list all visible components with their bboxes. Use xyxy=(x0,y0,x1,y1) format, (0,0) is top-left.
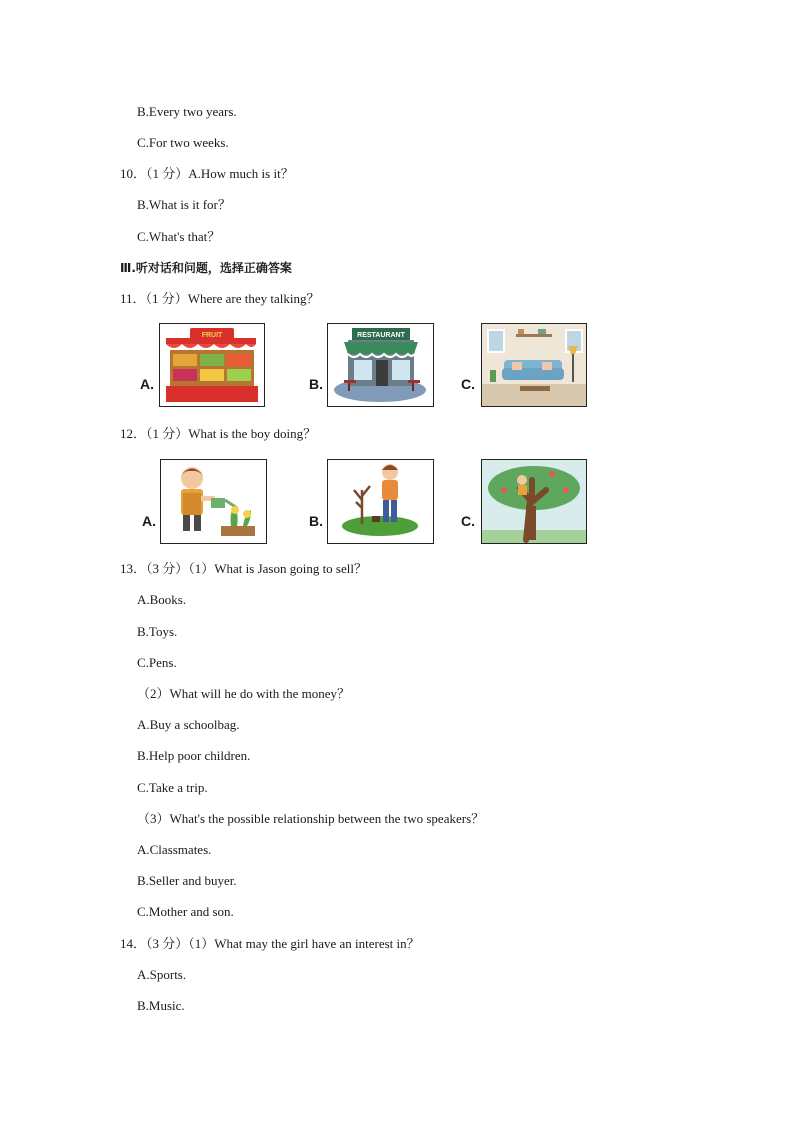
q12-stem: 12．（1 分）What is the boy doing？ xyxy=(120,426,317,441)
q12-label-a: A. xyxy=(142,513,156,529)
q11-label-b: B. xyxy=(309,376,323,392)
q9-option-c: C.For two weeks. xyxy=(137,135,229,150)
q13-1-option-c: C.Pens. xyxy=(137,655,177,670)
fruit-sign: FRUIT xyxy=(201,332,223,339)
q10-stem: 10．（1 分）A.How much is it？ xyxy=(120,166,294,181)
q10-option-b: B.What is it for？ xyxy=(137,197,231,212)
section-3-title: Ⅲ.听对话和问题，选择正确答案 xyxy=(120,261,292,275)
q11-label-a: A. xyxy=(140,376,154,392)
q13-2-option-b: B.Help poor children. xyxy=(137,748,251,763)
q11-stem: 11．（1 分）Where are they talking？ xyxy=(120,291,320,306)
q12-label-c: C. xyxy=(461,513,475,529)
q13-2-stem: （2）What will he do with the money？ xyxy=(137,686,351,701)
q13-stem: 13．（3 分）（1）What is Jason going to sell？ xyxy=(120,561,367,576)
q11-image-living-room xyxy=(481,323,587,407)
restaurant-sign: RESTAURANT xyxy=(357,332,405,339)
q11-label-c: C. xyxy=(461,376,475,392)
q11-image-fruit-stand xyxy=(159,323,265,407)
q13-3-option-a: A.Classmates. xyxy=(137,842,212,857)
q13-3-option-b: B.Seller and buyer. xyxy=(137,873,237,888)
q14-stem: 14．（3 分）（1）What may the girl have an interest in？ xyxy=(120,936,420,951)
q13-1-option-a: A.Books. xyxy=(137,592,187,607)
q12-image-boy-climbing-tree xyxy=(481,459,587,544)
q12-image-boy-watering-plant xyxy=(160,459,267,544)
q12-label-b: B. xyxy=(309,513,323,529)
q14-1-option-b: B.Music. xyxy=(137,998,185,1013)
q12-image-boy-planting-tree xyxy=(327,459,434,544)
q13-3-stem: （3）What's the possible relationship between the two speakers？ xyxy=(137,811,485,826)
q14-1-option-a: A.Sports. xyxy=(137,967,187,982)
q13-2-option-a: A.Buy a schoolbag. xyxy=(137,717,240,732)
q10-option-c: C.What's that？ xyxy=(137,229,221,244)
q9-option-b: B.Every two years. xyxy=(137,104,237,119)
q11-image-restaurant xyxy=(327,323,434,407)
q13-1-option-b: B.Toys. xyxy=(137,624,178,639)
q13-2-option-c: C.Take a trip. xyxy=(137,780,208,795)
q13-3-option-c: C.Mother and son. xyxy=(137,904,234,919)
